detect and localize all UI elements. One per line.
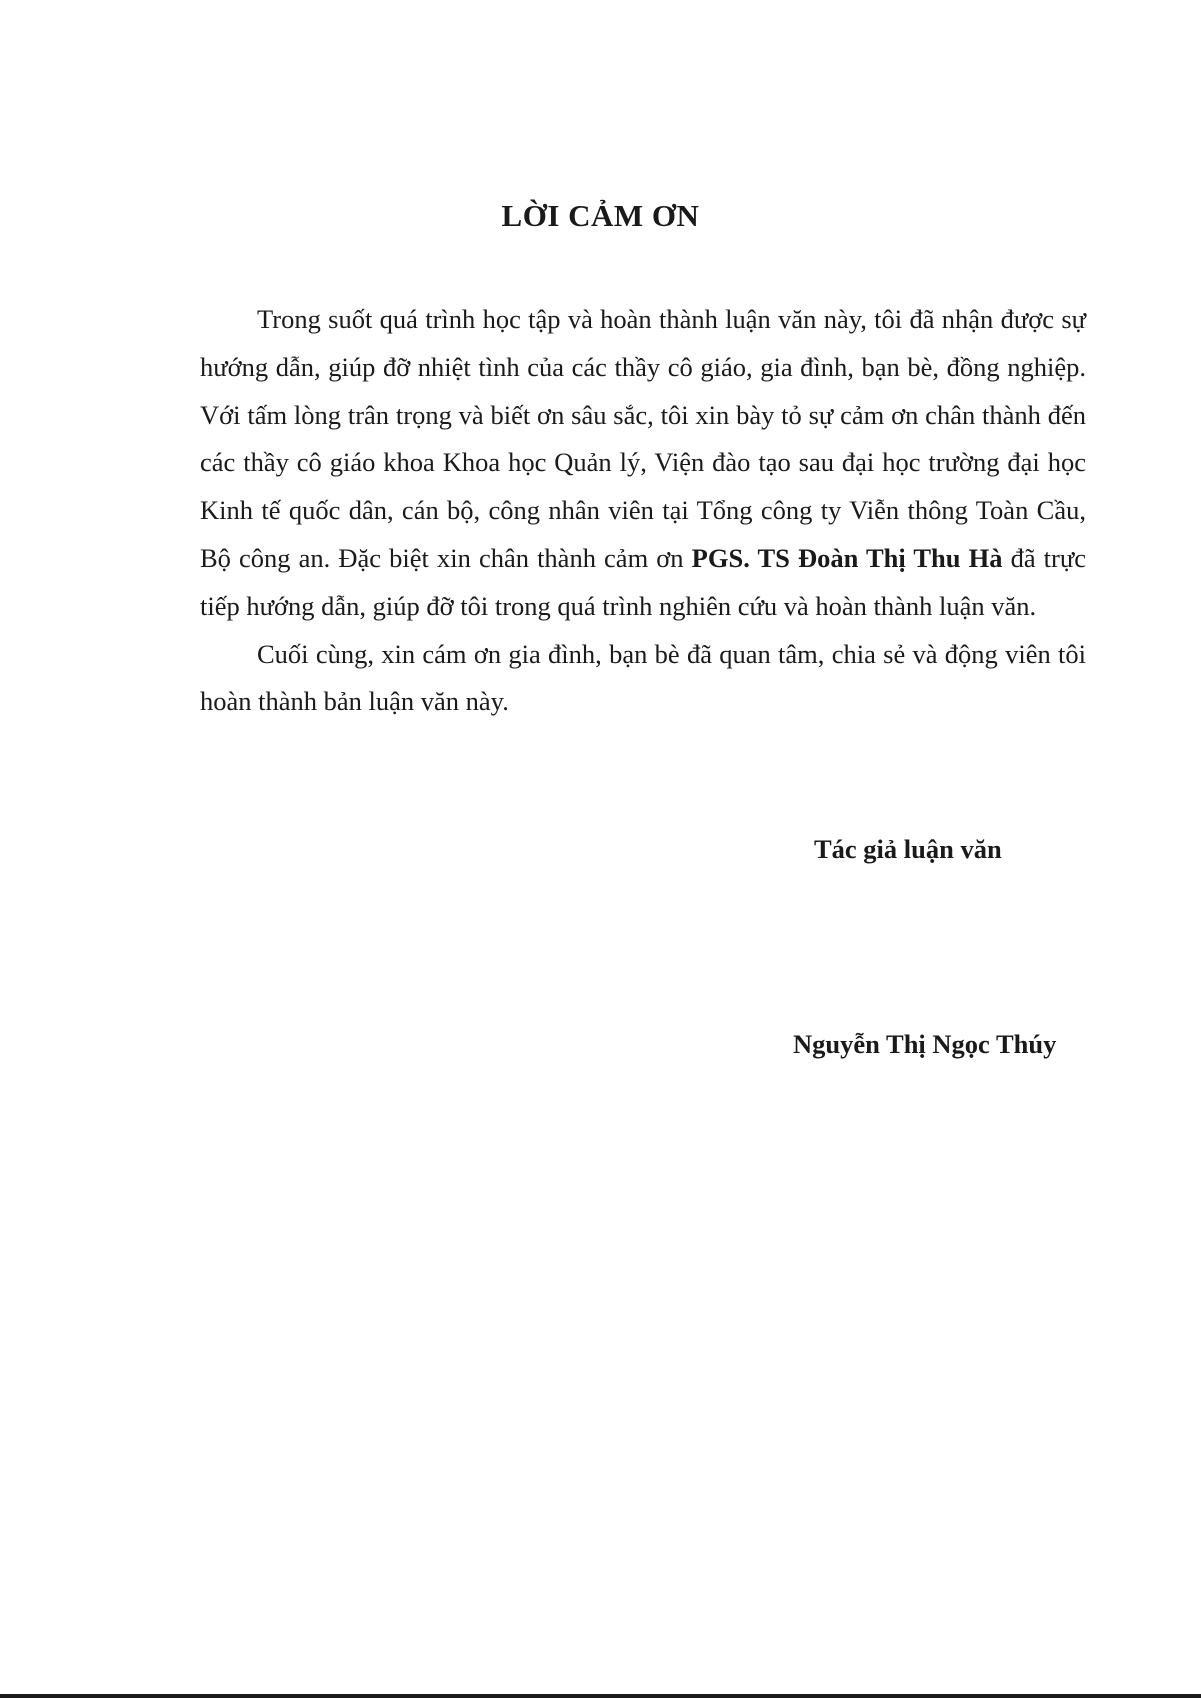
paragraph-1-text-after: đã trực tiếp hướng dẫn, giúp đỡ tôi trong quá trình nghiên cứu và hoàn thành luận văn. (200, 542, 1086, 621)
paragraph-1-text-before: Trong suốt quá trình học tập và hoàn thành luận văn này, tôi đã nhận được sự hướng dẫn, giúp đỡ nhiệt tình của các thầy cô giáo, gia đình, bạn bè, đồng nghiệp. Với tấm lòng trân trọng và biết ơn sâu sắc, tôi xin bày tỏ sự cảm ơn chân thành đến các thầy cô giáo khoa Khoa học Quản lý, Viện đào tạo sau đại học trường đại học Kinh tế quốc dân, cán bộ, công nhân viên tại Tổng công ty Viễn thông Toàn Cầu, Bộ công an. Đặc biệt xin chân thành cảm ơn (200, 304, 1086, 573)
author-name: Nguyễn Thị Ngọc Thúy (793, 1029, 1057, 1059)
author-label: Tác giả luận văn (814, 834, 1002, 864)
paragraph-1 (200, 296, 1086, 631)
page-title: LỜI CẢM ƠN (501, 198, 700, 233)
acknowledgement-body (200, 296, 1086, 726)
paragraph-2: Cuối cùng, xin cám ơn gia đình, bạn bè đã quan tâm, chia sẻ và động viên tôi hoàn thành bản luận văn này. (200, 638, 1086, 717)
advisor-name: PGS. TS Đoàn Thị Thu Hà (691, 542, 1003, 573)
page-bottom-border (0, 1694, 1201, 1698)
